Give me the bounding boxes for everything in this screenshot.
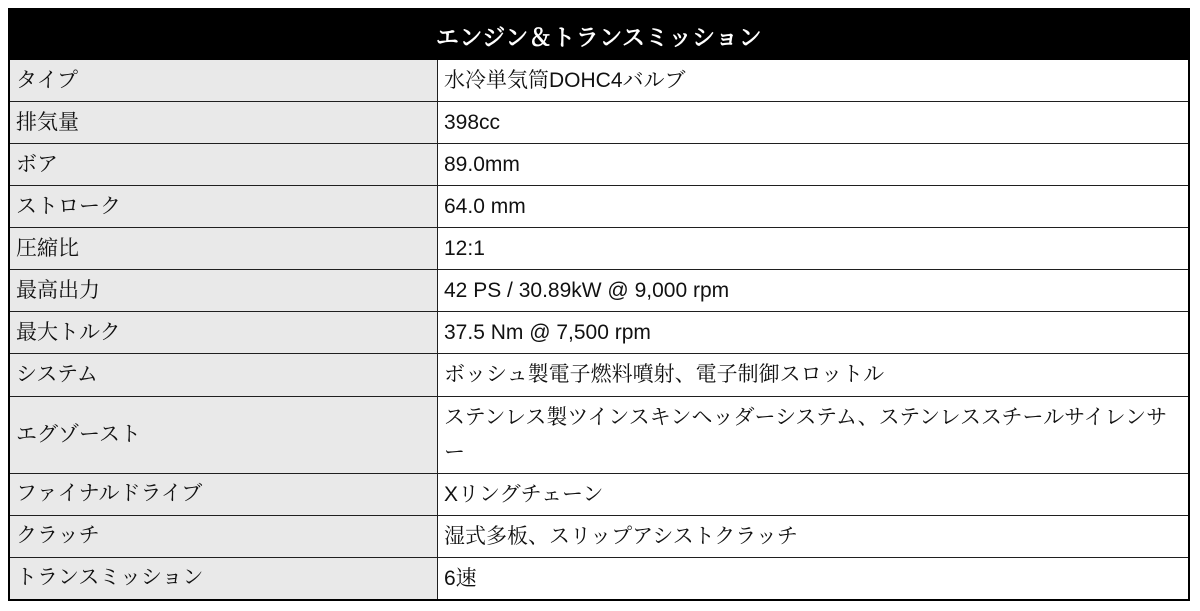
spec-table-title: エンジン＆トランスミッション: [10, 10, 1188, 60]
spec-row-value: 37.5 Nm @ 7,500 rpm: [438, 312, 1188, 353]
spec-row-label: 排気量: [10, 102, 438, 143]
spec-row-label: 最高出力: [10, 270, 438, 311]
spec-table-row: [10, 185, 1188, 227]
spec-row-label: トランスミッション: [10, 558, 438, 599]
spec-row-label: ストローク: [10, 186, 438, 227]
spec-table-body: [10, 60, 1188, 599]
spec-row-value: 89.0mm: [438, 144, 1188, 185]
spec-row-label: 最大トルク: [10, 312, 438, 353]
spec-row-label: エグゾースト: [10, 397, 438, 473]
spec-row-value: 12:1: [438, 228, 1188, 269]
spec-row-value: Xリングチェーン: [438, 474, 1188, 515]
spec-row-value: 398cc: [438, 102, 1188, 143]
spec-table-row: [10, 101, 1188, 143]
spec-table-row: [10, 515, 1188, 557]
spec-row-value: ステンレス製ツインスキンヘッダーシステム、ステンレススチールサイレンサー: [438, 397, 1188, 473]
spec-row-label: クラッチ: [10, 516, 438, 557]
spec-table-row: [10, 396, 1188, 473]
spec-table-row: [10, 269, 1188, 311]
spec-row-value: 42 PS / 30.89kW @ 9,000 rpm: [438, 270, 1188, 311]
spec-table-row: [10, 473, 1188, 515]
engine-transmission-spec-table: [8, 8, 1190, 601]
spec-table-row: [10, 143, 1188, 185]
spec-row-value: 湿式多板、スリップアシストクラッチ: [438, 516, 1188, 557]
spec-row-value: 6速: [438, 558, 1188, 599]
spec-row-label: タイプ: [10, 60, 438, 101]
spec-row-value: ボッシュ製電子燃料噴射、電子制御スロットル: [438, 354, 1188, 395]
spec-row-value: 水冷単気筒DOHC4バルブ: [438, 60, 1188, 101]
spec-table-row: [10, 227, 1188, 269]
spec-row-label: ボア: [10, 144, 438, 185]
spec-row-value: 64.0 mm: [438, 186, 1188, 227]
spec-row-label: 圧縮比: [10, 228, 438, 269]
spec-table-row: [10, 557, 1188, 599]
spec-table-row: [10, 311, 1188, 353]
spec-table-row: [10, 353, 1188, 395]
spec-table-row: [10, 60, 1188, 101]
spec-row-label: システム: [10, 354, 438, 395]
spec-row-label: ファイナルドライブ: [10, 474, 438, 515]
